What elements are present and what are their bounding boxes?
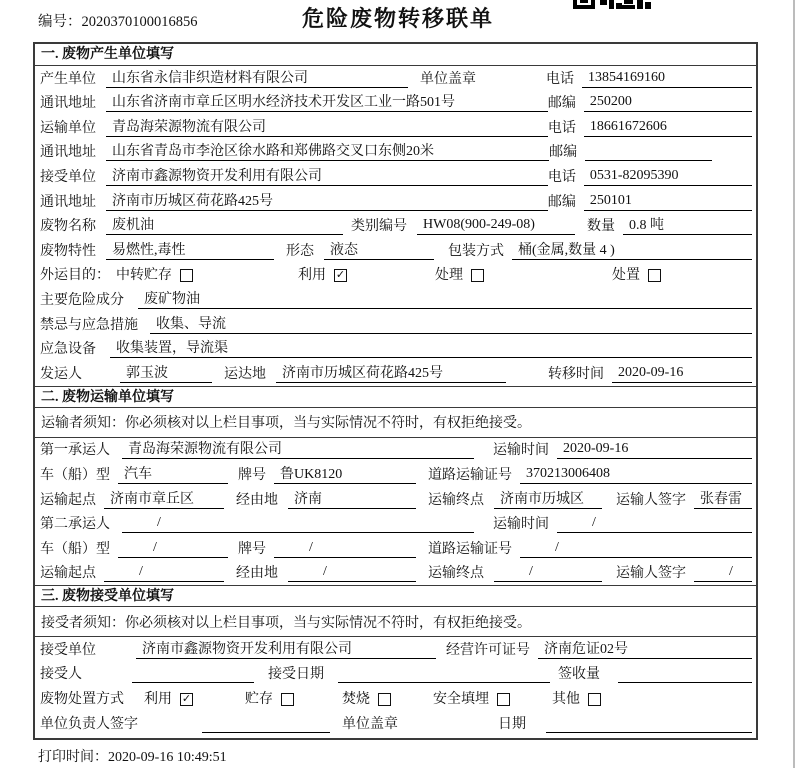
disposal-store-checkbox — [281, 693, 294, 706]
row-carrier1 — [35, 438, 756, 463]
route1-end-label: 运输终点 — [428, 492, 484, 508]
receiver-zip-value: 250101 — [584, 193, 752, 211]
transporter-address-value: 山东省青岛市李沧区徐水路和郑佛路交叉口东侧20米 — [106, 140, 549, 161]
producer-phone-label: 电话 — [546, 71, 574, 87]
waste-qty-label: 数量 — [587, 219, 615, 235]
destination-value: 济南市历城区荷花路425号 — [276, 362, 506, 383]
received-qty-value — [618, 665, 752, 683]
disposal-opt-other-label: 其他 — [552, 692, 580, 708]
waste-category-value: HW08(900-249-08) — [417, 217, 575, 235]
transporter-address-label: 通讯地址 — [40, 145, 96, 161]
carrier2-label: 第二承运人 — [40, 517, 110, 533]
route2-start-value: / — [104, 564, 224, 582]
row-waste-name — [35, 214, 756, 239]
serial-value: 2020370100016856 — [81, 14, 198, 30]
receiver-phone-label: 电话 — [547, 169, 576, 185]
print-time — [38, 746, 227, 766]
row-carrier2 — [35, 512, 756, 537]
row-hazard — [35, 287, 756, 312]
disposal-other-checkbox — [588, 693, 601, 706]
row-equipment — [35, 337, 756, 362]
section3-notice: 接受者须知：你必须核对以上栏目事项，当与实际情况不符时，有权拒绝接受。 — [35, 607, 756, 637]
packing-value: 桶(金属,数量 4 ) — [512, 239, 752, 260]
purpose-opt-transfer-label: 中转贮存 — [116, 268, 172, 284]
producer-address-value: 山东省济南市章丘区明水经济技术开发区工业一路501号 — [106, 91, 548, 112]
plate2-label: 牌号 — [238, 541, 266, 557]
row-route1 — [35, 487, 756, 512]
route2-sign-label: 运输人签字 — [616, 566, 686, 582]
producer-zip-label: 邮编 — [547, 96, 576, 112]
disposal-label: 废物处置方式 — [40, 692, 124, 708]
purpose-transfer-checkbox — [180, 269, 193, 282]
receiver-address-value: 济南市历城区荷花路425号 — [106, 190, 548, 211]
carrier2-value: / — [122, 515, 474, 533]
waste-name-label: 废物名称 — [40, 219, 96, 235]
row-dispatch — [35, 361, 756, 386]
transporter-phone-value: 18661672606 — [584, 119, 752, 137]
carrier2-time-value: / — [557, 515, 752, 533]
print-time-value: 2020-09-16 10:49:51 — [108, 750, 227, 765]
waste-name-value: 废机油 — [106, 214, 343, 235]
row-producer — [35, 66, 756, 91]
received-qty-label: 签收量 — [558, 667, 600, 683]
waste-form-label: 形态 — [286, 243, 314, 259]
route2-end-value: / — [494, 564, 602, 582]
row-route2 — [35, 561, 756, 586]
road-license1-value: 370213006408 — [520, 466, 752, 484]
section2-notice: 运输者须知：你必须核对以上栏目事项，当与实际情况不符时，有权拒绝接受。 — [35, 408, 756, 438]
signoff-label: 单位负责人签字 — [40, 716, 138, 732]
taboo-value: 收集、导流 — [150, 313, 752, 334]
carrier1-value: 青岛海荣源物流有限公司 — [122, 438, 474, 459]
transporter-zip-value — [585, 143, 712, 161]
section1-title: 一. 废物产生单位填写 — [35, 44, 756, 66]
plate1-label: 牌号 — [238, 467, 266, 483]
transporter-phone-label: 电话 — [547, 120, 576, 136]
vehicle2-label: 车（船）型 — [40, 541, 110, 557]
producer-label: 产生单位 — [40, 71, 96, 87]
row-disposal — [35, 686, 756, 711]
signoff-value — [202, 715, 330, 733]
producer-address-label: 通讯地址 — [40, 96, 96, 112]
route2-via-label: 经由地 — [236, 566, 278, 582]
receiver-label: 接受单位 — [40, 169, 96, 185]
checkmark: ✓ — [335, 269, 346, 282]
destination-label: 运达地 — [224, 366, 266, 382]
taboo-label: 禁忌与应急措施 — [40, 317, 138, 333]
plate1-value: 鲁UK8120 — [274, 463, 416, 484]
purpose-opt-use-label: 利用 — [298, 268, 326, 284]
road-license2-value: / — [520, 540, 752, 558]
hazard-label: 主要危险成分 — [40, 292, 124, 308]
signoff-date-label: 日期 — [498, 716, 526, 732]
row-purpose — [35, 263, 756, 288]
carrier2-time-label: 运输时间 — [493, 517, 549, 533]
row-signoff — [35, 711, 756, 736]
vehicle2-value: / — [118, 540, 228, 558]
disposal-opt-burn-label: 焚烧 — [342, 692, 370, 708]
waste-form-value: 液态 — [324, 239, 434, 260]
purpose-treat-checkbox — [471, 269, 484, 282]
purpose-use-checkbox — [334, 269, 347, 282]
signoff-seal-label: 单位盖章 — [342, 716, 398, 732]
vehicle1-value: 汽车 — [118, 463, 228, 484]
acceptor-label: 接受人 — [40, 667, 82, 683]
carrier1-time-label: 运输时间 — [493, 443, 549, 459]
route1-start-label: 运输起点 — [40, 492, 96, 508]
transporter-value: 青岛海荣源物流有限公司 — [106, 116, 548, 137]
equipment-label: 应急设备 — [40, 342, 96, 358]
window-edge-line — [793, 0, 795, 768]
row-vehicle2 — [35, 536, 756, 561]
permit-value: 济南危证02号 — [538, 638, 752, 659]
route1-end-value: 济南市历城区 — [494, 488, 602, 509]
dispatcher-label: 发运人 — [40, 366, 82, 382]
purpose-dispose-checkbox — [648, 269, 661, 282]
waste-category-label: 类别编号 — [351, 219, 407, 235]
accept-date-value — [338, 665, 550, 683]
disposal-opt-landfill-label: 安全填埋 — [433, 692, 489, 708]
vehicle1-label: 车（船）型 — [40, 467, 110, 483]
route2-sign-value: / — [694, 564, 752, 582]
route1-sign-value: 张春雷 — [694, 488, 752, 509]
disposal-use-checkbox — [180, 693, 193, 706]
producer-value: 山东省永信非织造材料有限公司 — [106, 67, 408, 88]
disposal-burn-checkbox — [378, 693, 391, 706]
waste-props-label: 废物特性 — [40, 243, 96, 259]
carrier1-time-value: 2020-09-16 — [557, 441, 752, 459]
row-waste-props — [35, 238, 756, 263]
row-producer-address — [35, 91, 756, 116]
hazard-value: 废矿物油 — [138, 288, 752, 309]
accept-date-label: 接受日期 — [268, 667, 324, 683]
road-license2-label: 道路运输证号 — [428, 541, 512, 557]
route1-via-label: 经由地 — [236, 492, 278, 508]
receiver-zip-label: 邮编 — [547, 194, 576, 210]
receiver-value: 济南市鑫源物资开发利用有限公司 — [106, 165, 548, 186]
transporter-label: 运输单位 — [40, 120, 96, 136]
disposal-opt-use-label: 利用 — [144, 692, 172, 708]
row-transporter-address — [35, 140, 756, 165]
transporter-zip-label: 邮编 — [549, 145, 578, 161]
serial-label: 编号： — [38, 14, 82, 30]
form-title: 危险废物转移联单 — [301, 6, 494, 31]
equipment-value: 收集装置，导流渠 — [110, 337, 752, 358]
route2-start-label: 运输起点 — [40, 566, 96, 582]
packing-label: 包装方式 — [448, 243, 504, 259]
receiver-address-label: 通讯地址 — [40, 194, 96, 210]
row-transporter — [35, 115, 756, 140]
route2-end-label: 运输终点 — [428, 566, 484, 582]
producer-zip-value: 250200 — [584, 94, 752, 112]
manifest-table — [33, 42, 758, 740]
row-acceptor — [35, 662, 756, 687]
route1-via-value: 济南 — [288, 488, 416, 509]
row-receiver — [35, 164, 756, 189]
route2-via-value: / — [288, 564, 416, 582]
producer-seal-label: 单位盖章 — [420, 71, 476, 87]
transfer-time-label: 转移时间 — [548, 366, 604, 382]
checkmark: ✓ — [181, 693, 192, 706]
purpose-opt-dispose-label: 处置 — [612, 268, 640, 284]
acceptor-value — [132, 665, 254, 683]
route1-start-value: 济南市章丘区 — [104, 488, 224, 509]
row-taboo — [35, 312, 756, 337]
row-accept-unit — [35, 637, 756, 662]
waste-qty-value: 0.8 吨 — [623, 214, 752, 235]
waste-props-value: 易燃性,毒性 — [106, 239, 274, 260]
route1-sign-label: 运输人签字 — [616, 492, 686, 508]
plate2-value: / — [274, 540, 416, 558]
row-receiver-address — [35, 189, 756, 214]
road-license1-label: 道路运输证号 — [428, 467, 512, 483]
transfer-time-value: 2020-09-16 — [612, 365, 752, 383]
signoff-date-value — [546, 715, 752, 733]
producer-phone-value: 13854169160 — [582, 70, 752, 88]
purpose-label: 外运目的： — [40, 268, 110, 284]
receiver-phone-value: 0531-82095390 — [584, 168, 752, 186]
carrier1-label: 第一承运人 — [40, 443, 110, 459]
row-vehicle1 — [35, 462, 756, 487]
disposal-opt-store-label: 贮存 — [245, 692, 273, 708]
accept-unit-value: 济南市鑫源物资开发利用有限公司 — [136, 638, 436, 659]
permit-label: 经营许可证号 — [446, 642, 530, 658]
dispatcher-value: 郭玉波 — [120, 362, 212, 383]
disposal-landfill-checkbox — [497, 693, 510, 706]
section2-title: 二. 废物运输单位填写 — [35, 386, 756, 408]
purpose-opt-treat-label: 处理 — [435, 268, 463, 284]
section3-title: 三. 废物接受单位填写 — [35, 585, 756, 607]
accept-unit-label: 接受单位 — [40, 642, 96, 658]
print-time-label: 打印时间： — [38, 750, 108, 765]
